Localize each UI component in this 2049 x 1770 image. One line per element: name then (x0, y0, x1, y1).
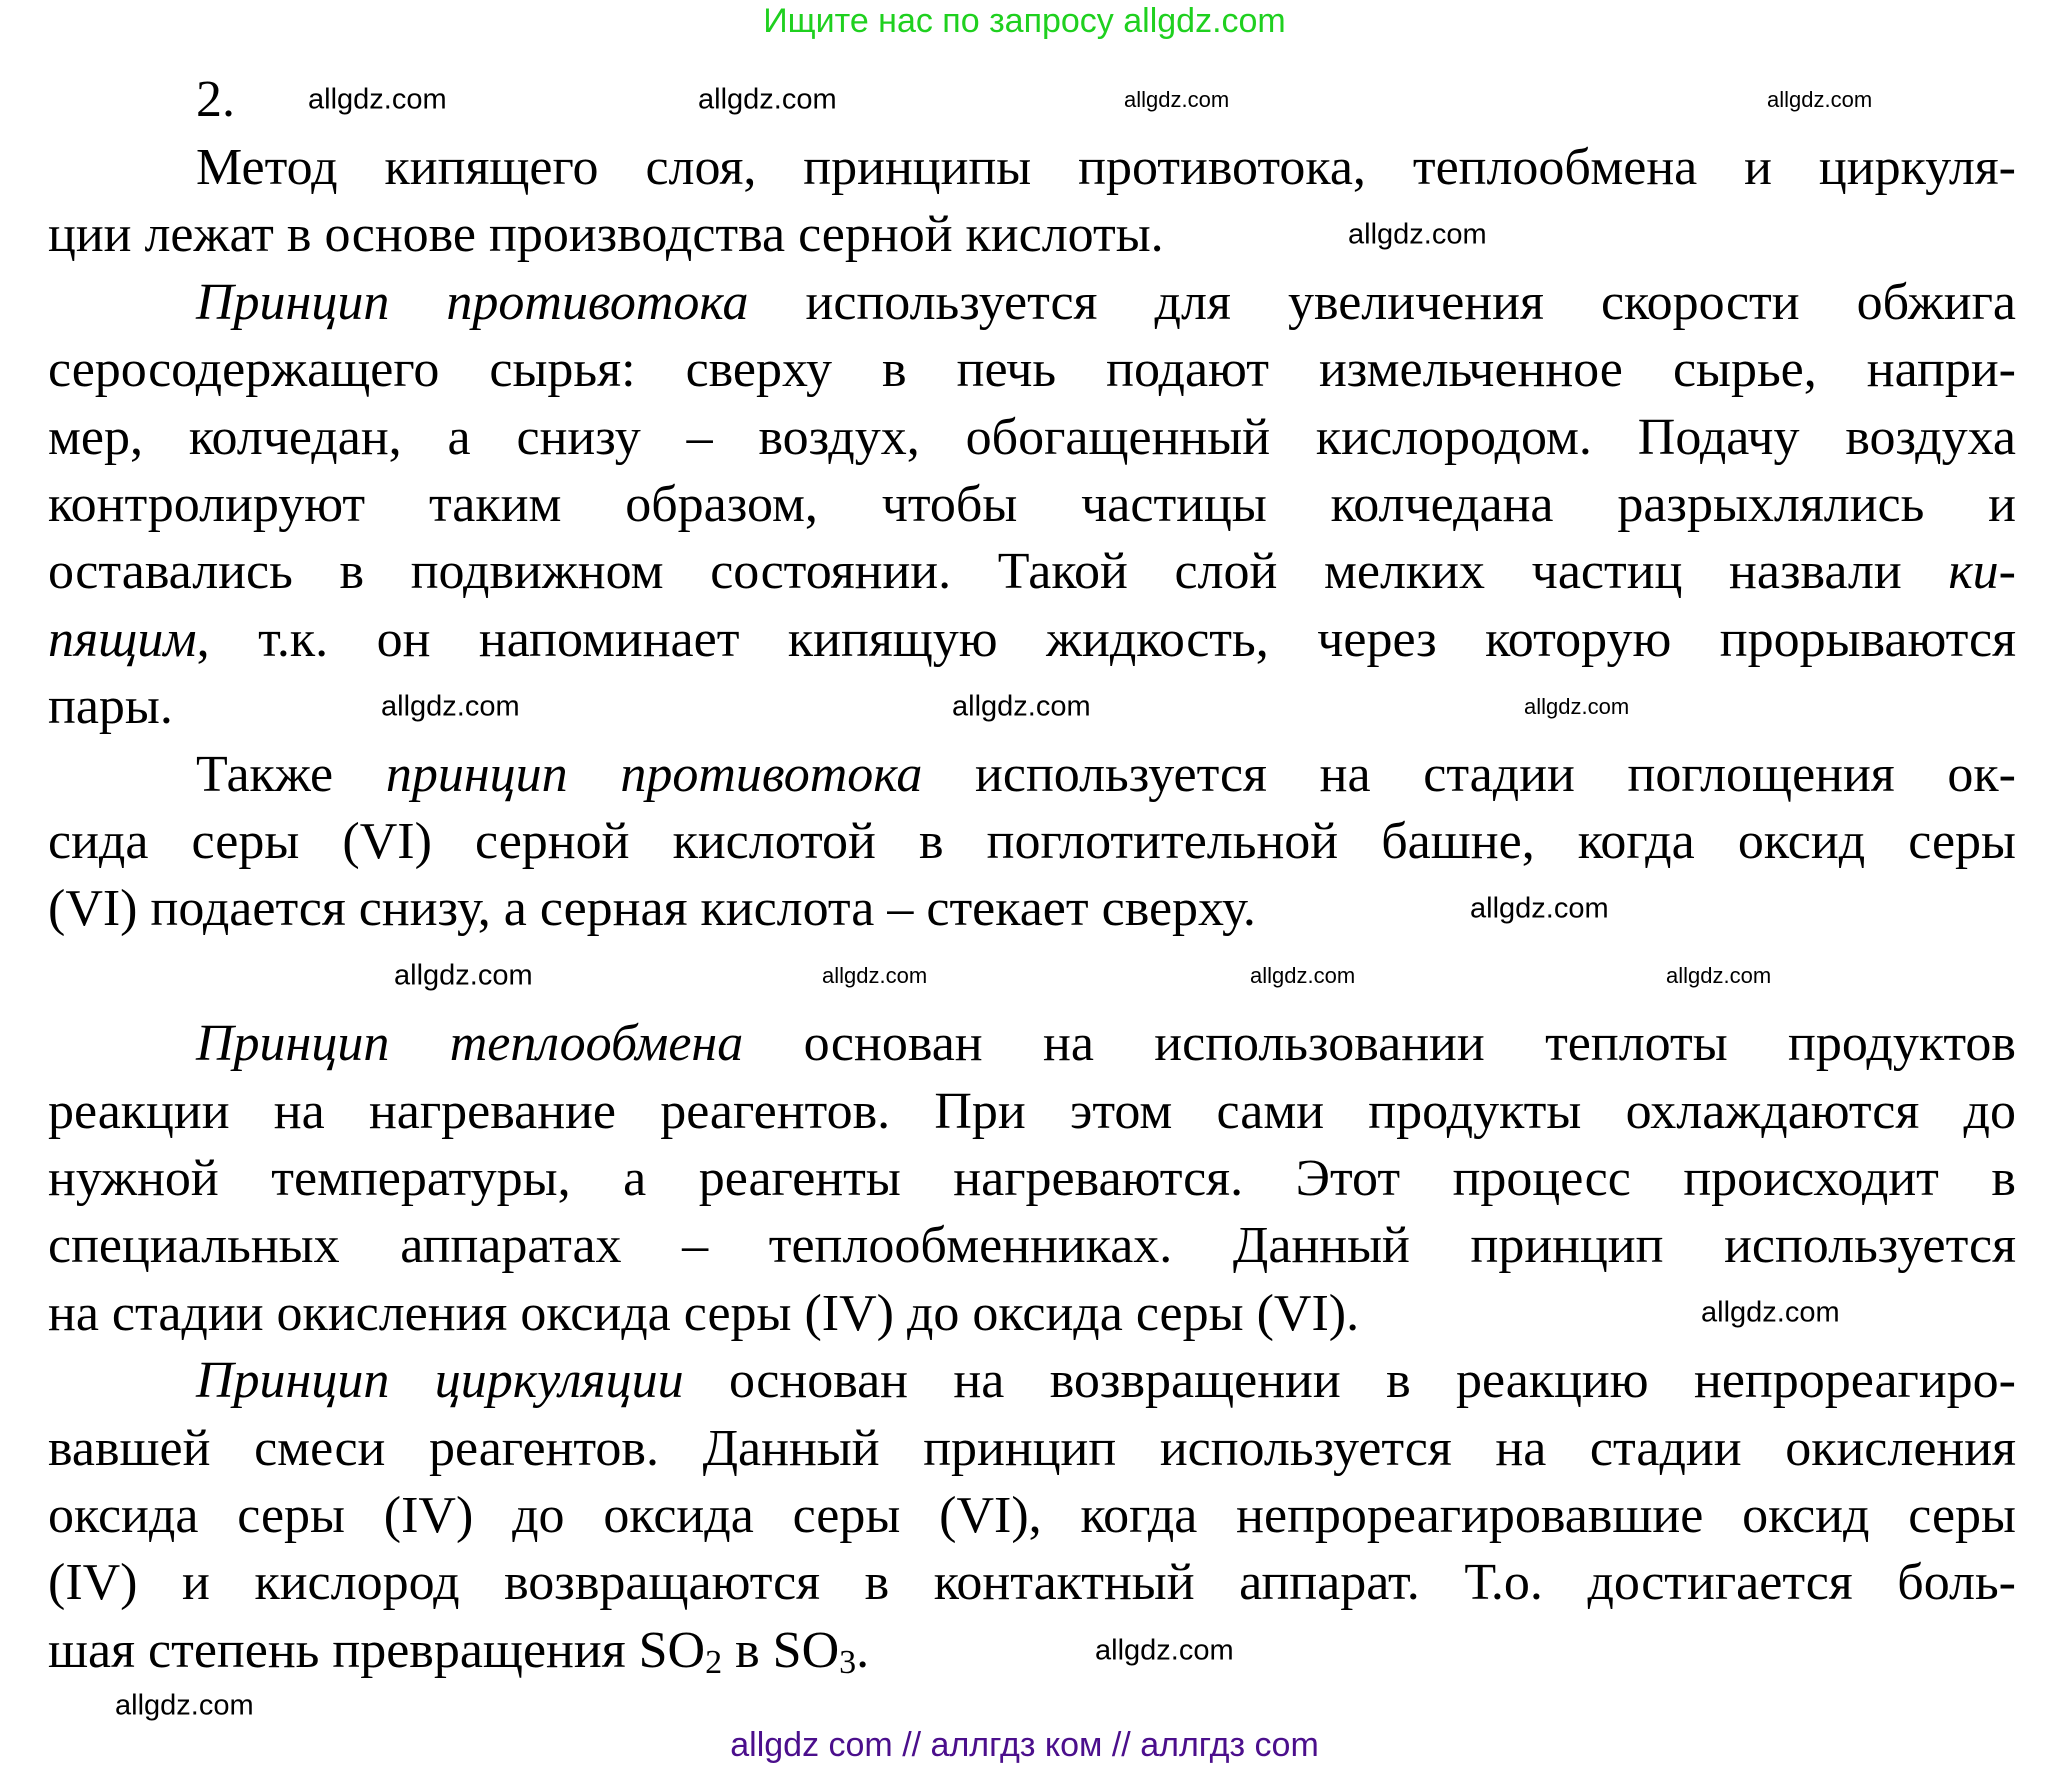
text-line (48, 538, 2016, 606)
text-segment: (IV) и кислород возвращаются в контактный аппарат. Т.о. достигается боль- (48, 1554, 2016, 1612)
text-segment: контролируют таким образом, чтобы частицы колчедана разрыхлялись и (48, 476, 2016, 533)
text-segment: пары. (48, 678, 173, 736)
text-line (196, 741, 2016, 809)
text-segment: используется для увеличения скорости обжига (748, 273, 2017, 331)
italic-term: принцип противотока (385, 745, 923, 803)
search-banner: Ищите нас по запросу allgdz.com (763, 2, 1286, 40)
text-line (48, 606, 2016, 674)
subscript: 3 (839, 1643, 857, 1681)
text-segment: основан на использовании теплоты продуктов (743, 1015, 2016, 1073)
watermark: allgdz.com (698, 83, 837, 116)
text-line (48, 1617, 869, 1685)
text-segment: вавшей смеси реагентов. Данный принцип используется на стадии окисления (48, 1419, 2016, 1477)
text-segment: 2. (196, 71, 235, 128)
task-number (196, 66, 235, 134)
watermark: allgdz.com (1124, 87, 1230, 112)
text-segment: мер, колчедан, а снизу – воздух, обогащенный кислородом. Подачу воздуха (48, 408, 2016, 466)
text-segment: оксида серы (IV) до оксида серы (VI), когда непрореагировавшие оксид серы (48, 1487, 2016, 1544)
watermark: allgdz.com (381, 690, 520, 723)
text-segment: в SO (722, 1621, 840, 1679)
text-line (48, 336, 2016, 404)
text-line (48, 201, 1164, 269)
text-line (196, 269, 2016, 337)
watermark: allgdz.com (822, 963, 928, 988)
text-segment: серосодержащего сырья: сверху в печь подают измельченное сырье, напри- (48, 341, 2016, 399)
italic-term: ки- (1948, 543, 2016, 601)
watermark: allgdz.com (1348, 218, 1487, 251)
text-segment: специальных аппаратах – теплообменниках. Данный принцип используется (48, 1217, 2016, 1275)
text-segment: шая степень превращения SO (48, 1621, 706, 1679)
watermark: allgdz.com (1701, 1296, 1840, 1329)
text-segment: нужной температуры, а реагенты нагреваются. Этот процесс происходит в (48, 1150, 2016, 1207)
text-line (48, 808, 2016, 876)
text-line (196, 1347, 2016, 1415)
text-segment: основан на возвращении в реакцию непрореагиро- (683, 1352, 2017, 1410)
text-segment: . (856, 1621, 870, 1679)
watermark: allgdz.com (1250, 963, 1356, 988)
text-segment: Также (196, 745, 386, 803)
watermark: allgdz.com (952, 690, 1091, 723)
watermark: allgdz.com (1095, 1634, 1234, 1667)
text-segment: используется на стадии поглощения ок- (922, 745, 2016, 803)
text-segment: ции лежат в основе производства серной кислоты. (48, 206, 1164, 264)
watermark: allgdz.com (1524, 694, 1630, 719)
text-line (196, 1010, 2016, 1078)
italic-term: пящим (48, 610, 197, 668)
watermark: allgdz.com (1470, 892, 1609, 925)
text-line (48, 673, 173, 741)
text-line (48, 1280, 1359, 1348)
footer-banner: allgdz com // аллгдз ком // аллгдз com (730, 1726, 1319, 1764)
text-segment: , т.к. он напоминает кипящую жидкость, через которую прорываются (196, 610, 2016, 668)
subscript: 2 (705, 1643, 723, 1681)
italic-term: Принцип теплообмена (196, 1015, 744, 1073)
text-line (48, 1482, 2016, 1550)
text-line (48, 1145, 2016, 1213)
text-line (48, 1212, 2016, 1280)
text-line (48, 1078, 2016, 1146)
watermark: allgdz.com (115, 1689, 254, 1722)
watermark: allgdz.com (394, 959, 533, 992)
text-line (48, 1549, 2016, 1617)
text-line (48, 404, 2016, 472)
text-line (48, 471, 2016, 539)
watermark: allgdz.com (308, 83, 447, 116)
text-segment: реакции на нагревание реагентов. При этом сами продукты охлаждаются до (48, 1082, 2016, 1140)
text-segment: Метод кипящего слоя, принципы противотока, теплообмена и циркуля- (196, 139, 2016, 196)
text-segment: сида серы (VI) серной кислотой в поглотительной башне, когда оксид серы (48, 813, 2016, 870)
watermark: allgdz.com (1767, 87, 1873, 112)
italic-term: Принцип циркуляции (196, 1352, 684, 1410)
text-line (196, 134, 2016, 202)
text-line (48, 875, 1256, 943)
text-segment: (VI) подается снизу, а серная кислота – стекает сверху. (48, 880, 1256, 938)
text-line (48, 1415, 2016, 1483)
watermark: allgdz.com (1666, 963, 1772, 988)
italic-term: Принцип противотока (196, 273, 749, 331)
text-segment: оставались в подвижном состоянии. Такой слой мелких частиц назвали (48, 543, 1949, 601)
text-segment: на стадии окисления оксида серы (IV) до оксида серы (VI). (48, 1284, 1360, 1342)
